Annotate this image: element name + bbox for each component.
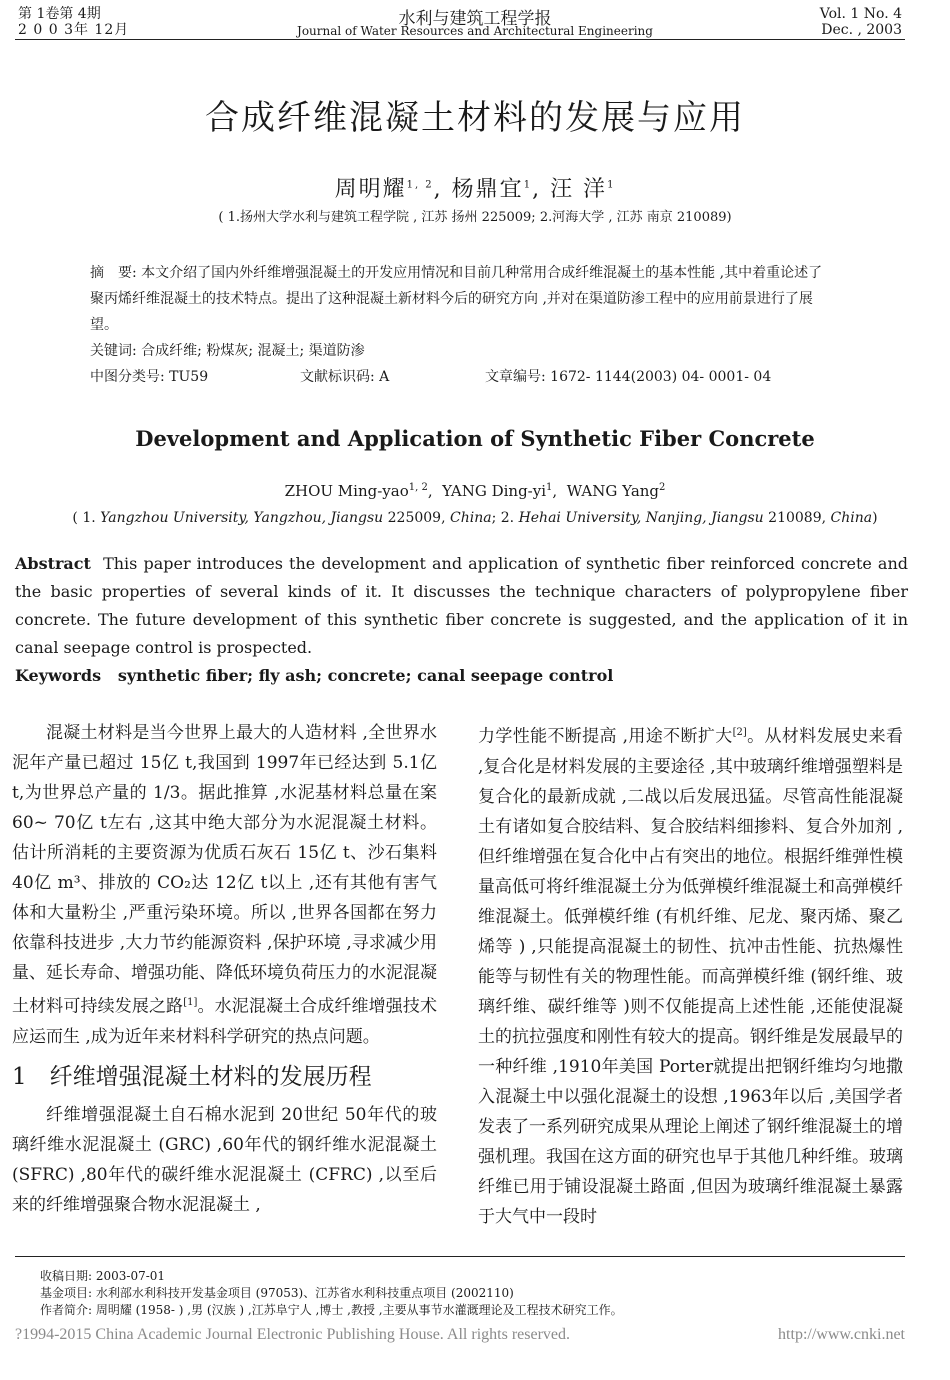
author-cn-1: 周明耀 xyxy=(334,177,407,202)
section-1-paragraph: 纤维增强混凝土自石棉水泥到 20世纪 50年代的玻璃纤维水泥混凝土 (GRC) ,60年代的钢纤维水泥混凝土 (SFRC) ,80年代的碳纤维水泥混凝土 (CFRC) ,以至后来的纤维增强聚合物水泥混凝土 , xyxy=(12,1104,437,1215)
article-id-value: 1672- 1144(2003) 04- 0001- 04 xyxy=(550,369,772,385)
copyright-text: ?1994-2015 China Academic Journal Electronic Publishing House. All rights reserved. xyxy=(15,1326,570,1343)
clc-value: TU59 xyxy=(169,369,209,385)
keywords-cn-label: 关键词: xyxy=(90,343,137,359)
authors-cn: 周明耀$^{1, 2}$, 杨鼎宜$^1$, 汪 洋$^1$ xyxy=(334,177,616,202)
right-paragraph xyxy=(478,718,903,1232)
intro-text: 混凝土材料是当今世界上最大的人造材料 ,全世界水泥年产量已超过 15亿 t,我国到 1997年已经达到 5.1亿 t,为世界总产量的 1/3。据此推算 ,水泥基材料总量在案 60~ 70亿 t左右 ,这其中绝大部分为水泥混凝土材料。估计所消耗的主要资源为优质石灰石 15亿 t、沙石集料 40亿 m³、排放的 CO₂达 12亿 t以上 ,还有其他有害气体和大量粉尘 ,严重污染环境。所以 ,世界各国都在努力依靠科技进步 ,大力节约能源资料 ,保护环境 ,寻求减少用量、延长寿命、增强功能、降低环境负荷压力的水泥混凝土材料可持续发展之路 xyxy=(12,723,437,1017)
journal-name-en: Journal of Water Resources and Architectural Engineering xyxy=(297,24,653,38)
abstract-en xyxy=(15,550,908,690)
author-en-1-affil: 1, 2 xyxy=(408,482,428,493)
volume-issue-cn: 第 1卷第 4期 xyxy=(18,6,101,22)
received-date: 收稿日期: 2003-07-01 xyxy=(40,1269,166,1283)
citation-2: [2] xyxy=(732,727,747,738)
affil-en-univ-2: Hehai University, Nanjing, Jiangsu xyxy=(518,510,764,526)
keywords-en-label: Keywords xyxy=(15,666,102,685)
author-cn-3-affil: 1 xyxy=(607,179,616,191)
author-en-1: ZHOU Ming-yao xyxy=(284,482,409,500)
author-cn-3: 汪 洋 xyxy=(550,177,608,202)
author-en-2: YANG Ding-yi xyxy=(442,482,547,500)
author-en-2-affil: 1 xyxy=(546,482,553,493)
paper-title-en: Development and Application of Synthetic Fiber Concrete xyxy=(135,426,815,451)
keywords-cn: 合成纤维; 粉煤灰; 混凝土; 渠道防渗 xyxy=(141,343,365,359)
authors-en: ZHOU Ming-yao$^{1, 2}$, YANG Ding-$yi^1$, WANG Yang$^2$ xyxy=(284,482,666,500)
clc-label: 中图分类号: xyxy=(90,369,165,385)
author-cn-1-affil: 1, 2 xyxy=(406,179,434,191)
paper-title-cn: 合成纤维混凝土材料的发展与应用 xyxy=(205,98,745,138)
affil-en-country-2: China xyxy=(830,510,873,526)
cnki-link[interactable]: http://www.cnki.net xyxy=(778,1326,905,1343)
affil-en-open: ( 1. xyxy=(72,510,96,526)
date-cn: 2 0 0 3年 12月 xyxy=(18,22,130,38)
affil-en-univ-1: Yangzhou University, Yangzhou, Jiangsu xyxy=(100,510,384,526)
abstract-cn xyxy=(90,260,835,390)
doc-code-label: 文献标识码: xyxy=(300,369,375,385)
body-left-column xyxy=(12,718,437,1220)
citation-1: [1] xyxy=(183,997,198,1008)
copyright-line xyxy=(15,1326,905,1344)
intro-text-end: 。水泥混凝土合成纤维增强技术应运而生 ,成为近年来材料科学研究的热点问题。 xyxy=(12,996,438,1047)
affil-en-zip-2: 210089, xyxy=(768,510,827,526)
keywords-en: synthetic fiber; fly ash; concrete; canal seepage control xyxy=(117,666,614,685)
abstract-cn-label: 摘 要: xyxy=(90,265,137,281)
body-right-column xyxy=(478,718,903,1232)
affil-en-sep: ; 2. xyxy=(491,510,515,526)
affil-en-close: ) xyxy=(872,510,878,526)
abstract-en-label: Abstract xyxy=(15,554,91,573)
author-bio: 作者简介: 周明耀 (1958- ) ,男 (汉族 ) ,江苏阜宁人 ,博士 ,教授 ,主要从事节水灌溉理论及工程技术研究工作。 xyxy=(40,1303,623,1317)
volume-issue-en: Vol. 1 No. 4 xyxy=(819,6,902,22)
date-en: Dec. , 2003 xyxy=(821,22,902,38)
affiliation-en xyxy=(0,510,950,526)
affil-en-zip-1: 225009, xyxy=(387,510,446,526)
journal-name-cn: 水利与建筑工程学报 xyxy=(398,9,552,29)
author-cn-2-affil: 1 xyxy=(523,179,533,191)
right-text-a: 力学性能不断提高 ,用途不断扩大 xyxy=(478,726,733,747)
right-text-b: 。从材料发展史来看 ,复合化是材料发展的主要途径 ,其中玻璃纤维增强塑料是复合化的最新成就 ,二战以后发展迅猛。尽管高性能混凝土有诸如复合胶结料、复合胶结料细掺料、复合外加剂 ,但纤维增强在复合化中占有突出的地位。根据纤维弹性模量高低可将纤维混凝土分为低弹模纤维混凝土和高弹模纤维混凝土。低弹模纤维 (有机纤维、尼龙、聚丙烯、聚乙烯等 ) ,只能提高混凝土的韧性、抗冲击性能、抗热爆性能等与韧性有关的物理性能。而高弹模纤维 (钢纤维、玻璃纤维、碳纤维等 )则不仅能提高上述性能 ,还能使混凝土的抗拉强度和刚性有较大的提高。钢纤维是发展最早的一种纤维 ,1910年美国 Porter就提出把钢纤维均匀地撒入混凝土中以强化混凝土的设想 ,1963年以后 ,美国学者发表了一系列研究成果从理论上阐述了钢纤维混凝土的增强机理。我国在这方面的研究也早于其他几种纤维。玻璃纤维已用于铺设混凝土路面 ,但因为玻璃纤维混凝土暴露于大气中一段时 xyxy=(478,726,903,1227)
funding: 基金项目: 水利部水利科技开发基金项目 (97053)、江苏省水利科技重点项目 (2002110) xyxy=(40,1286,514,1300)
article-id-label: 文章编号: xyxy=(485,369,546,385)
author-cn-2: 杨鼎宜 xyxy=(451,177,524,202)
abstract-en-text: This paper introduces the development and application of synthetic fiber reinforced concrete and the basic properties of several kinds of it. It discusses the technique characters of polypropylene fiber concrete. The future development of this synthetic fiber concrete is suggested, and the application of it in canal seepage control is prospected. xyxy=(15,554,909,657)
section-1-heading: 1 纤维增强混凝土材料的发展历程 xyxy=(12,1063,372,1090)
footnote-rule xyxy=(15,1256,905,1257)
author-en-3: WANG Yang xyxy=(566,482,660,500)
affil-en-country-1: China xyxy=(450,510,492,526)
abstract-cn-text: 本文介绍了国内外纤维增强混凝土的开发应用情况和目前几种常用合成纤维混凝土的基本性能 ,其中着重论述了聚丙烯纤维混凝土的技术特点。提出了这种混凝土新材料今后的研究方向 ,并对在渠道防渗工程中的应用前景进行了展望。 xyxy=(90,265,823,333)
affiliation-cn: ( 1.扬州大学水利与建筑工程学院 , 江苏 扬州 225009; 2.河海大学 , 江苏 南京 210089) xyxy=(218,210,732,225)
doc-code-value: A xyxy=(379,369,390,385)
header-rule xyxy=(15,39,905,40)
author-en-3-affil: 2 xyxy=(659,482,666,493)
footnotes xyxy=(40,1268,910,1319)
intro-paragraph xyxy=(12,718,437,1052)
